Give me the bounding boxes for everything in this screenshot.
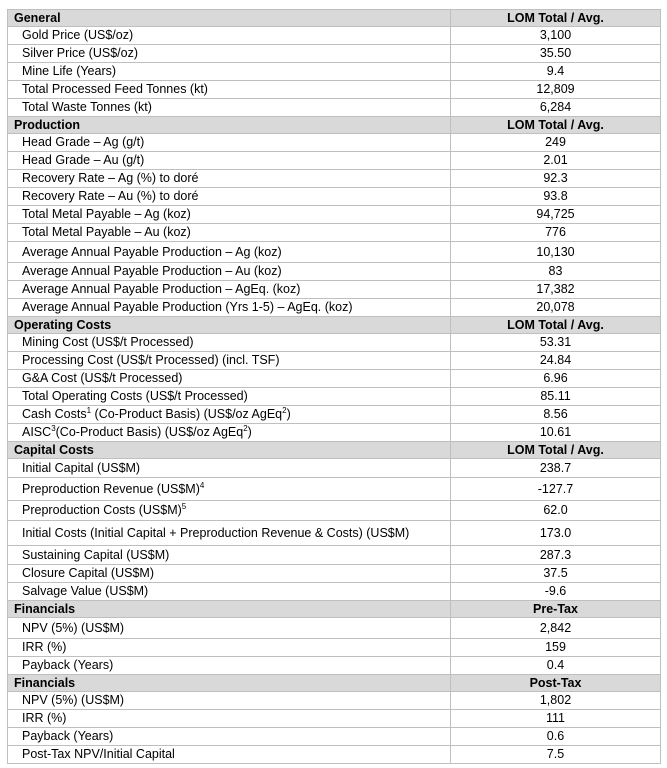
metric-label-text: Mine Life (Years)	[22, 64, 117, 79]
metric-label-text: Processing Cost (US$/t Processed) (incl. TSF)	[22, 353, 280, 368]
metric-label	[8, 224, 451, 242]
section-header-row	[8, 10, 661, 27]
table-row	[8, 546, 661, 565]
table-row	[8, 710, 661, 728]
metric-label-text: Average Annual Payable Production – AgEq. (koz)	[22, 282, 301, 297]
metric-value: 20,078	[451, 299, 661, 317]
metric-label-text: Mining Cost (US$/t Processed)	[22, 335, 194, 350]
metric-label-text: Total Operating Costs (US$/t Processed)	[22, 389, 248, 404]
table-row	[8, 406, 661, 424]
metric-value: 7.5	[451, 746, 661, 764]
metric-label	[8, 728, 451, 746]
metric-label	[8, 406, 451, 424]
metric-value: 35.50	[451, 45, 661, 63]
metric-label-text: Recovery Rate – Ag (%) to doré	[22, 171, 199, 186]
table-row	[8, 583, 661, 601]
metric-label	[8, 170, 451, 188]
table-row	[8, 657, 661, 675]
metric-value: 9.4	[451, 63, 661, 81]
metric-value: 93.8	[451, 188, 661, 206]
metric-label	[8, 299, 451, 317]
section-title: Financials	[8, 601, 451, 618]
section-title: General	[8, 10, 451, 27]
metric-label	[8, 27, 451, 45]
metric-label	[8, 334, 451, 352]
metric-label-text: NPV (5%) (US$M)	[22, 693, 125, 708]
section-column-header: Post-Tax	[451, 675, 661, 692]
metric-value: 1,802	[451, 692, 661, 710]
metric-value: 776	[451, 224, 661, 242]
metric-label-text: Cash Costs	[22, 407, 87, 422]
metric-value: 53.31	[451, 334, 661, 352]
table-row	[8, 388, 661, 406]
footnote-marker: 2	[243, 424, 248, 434]
table-row	[8, 521, 661, 546]
table-row	[8, 639, 661, 657]
metric-value: -127.7	[451, 478, 661, 501]
table-row	[8, 618, 661, 639]
section-header-row	[8, 317, 661, 334]
metric-label-text: Average Annual Payable Production – Au (koz)	[22, 264, 282, 279]
metric-value: 287.3	[451, 546, 661, 565]
table-row	[8, 281, 661, 299]
metric-value: 0.4	[451, 657, 661, 675]
metric-label	[8, 370, 451, 388]
metric-label	[8, 424, 451, 442]
metric-label-text: NPV (5%) (US$M)	[22, 620, 125, 635]
metric-value: 37.5	[451, 565, 661, 583]
metric-value: 92.3	[451, 170, 661, 188]
metric-label	[8, 478, 451, 501]
table-row	[8, 299, 661, 317]
metric-label-text: Average Annual Payable Production – Ag (koz)	[22, 244, 282, 259]
metric-label	[8, 618, 451, 639]
table-row	[8, 45, 661, 63]
table-row	[8, 242, 661, 263]
metric-value: 6,284	[451, 99, 661, 117]
metric-label	[8, 657, 451, 675]
metric-value: 159	[451, 639, 661, 657]
metric-label	[8, 45, 451, 63]
table-row	[8, 478, 661, 501]
metric-label-text: Total Metal Payable – Ag (koz)	[22, 207, 191, 222]
table-row	[8, 81, 661, 99]
table-row	[8, 99, 661, 117]
metric-label	[8, 63, 451, 81]
metric-label-text: Total Processed Feed Tonnes (kt)	[22, 82, 208, 97]
section-title: Operating Costs	[8, 317, 451, 334]
metric-label-text: Sustaining Capital (US$M)	[22, 547, 170, 562]
metric-value: 0.6	[451, 728, 661, 746]
metric-label-text-cont: (Co-Product Basis) (US$/oz AgEq	[91, 407, 283, 422]
metric-label-text: AISC	[22, 425, 52, 440]
metric-label-text: Total Waste Tonnes (kt)	[22, 100, 152, 115]
table-row	[8, 134, 661, 152]
section-header-row	[8, 117, 661, 134]
section-column-header: LOM Total / Avg.	[451, 317, 661, 334]
section-title: Production	[8, 117, 451, 134]
summary-table-body	[8, 10, 661, 764]
metric-label-text-end: )	[247, 425, 252, 440]
table-row	[8, 63, 661, 81]
table-row	[8, 692, 661, 710]
footnote-marker: 5	[181, 502, 187, 512]
metric-value: 10.61	[451, 424, 661, 442]
metric-label	[8, 565, 451, 583]
metric-label-text: Silver Price (US$/oz)	[22, 46, 138, 61]
metric-label	[8, 521, 451, 546]
metric-label	[8, 152, 451, 170]
metric-label-text: Total Metal Payable – Au (koz)	[22, 225, 191, 240]
metric-value: 8.56	[451, 406, 661, 424]
section-column-header: Pre-Tax	[451, 601, 661, 618]
table-row	[8, 224, 661, 242]
metric-value: -9.6	[451, 583, 661, 601]
metric-label-text: Recovery Rate – Au (%) to doré	[22, 189, 199, 204]
metric-value: 24.84	[451, 352, 661, 370]
table-row	[8, 152, 661, 170]
metric-label-text: Closure Capital (US$M)	[22, 566, 154, 581]
table-row	[8, 424, 661, 442]
metric-label	[8, 188, 451, 206]
section-column-header: LOM Total / Avg.	[451, 117, 661, 134]
footnote-marker: 3	[51, 424, 56, 434]
metric-value: 83	[451, 263, 661, 281]
metric-label	[8, 81, 451, 99]
metric-value: 249	[451, 134, 661, 152]
section-title: Capital Costs	[8, 442, 451, 459]
table-row	[8, 728, 661, 746]
metric-value: 12,809	[451, 81, 661, 99]
table-row	[8, 188, 661, 206]
metric-label-text: G&A Cost (US$/t Processed)	[22, 371, 183, 386]
table-row	[8, 170, 661, 188]
section-column-header: LOM Total / Avg.	[451, 10, 661, 27]
table-row	[8, 27, 661, 45]
metric-label-text: Gold Price (US$/oz)	[22, 28, 134, 43]
metric-label	[8, 746, 451, 764]
metric-label	[8, 352, 451, 370]
metric-value: 238.7	[451, 459, 661, 478]
section-header-row	[8, 442, 661, 459]
metric-label-text: Head Grade – Au (g/t)	[22, 153, 145, 168]
table-row	[8, 263, 661, 281]
table-row	[8, 352, 661, 370]
metric-label	[8, 692, 451, 710]
metric-label	[8, 263, 451, 281]
metric-label-text: Head Grade – Ag (g/t)	[22, 135, 145, 150]
metric-value: 3,100	[451, 27, 661, 45]
metric-label	[8, 546, 451, 565]
metric-label	[8, 639, 451, 657]
footnote-marker: 4	[199, 480, 205, 490]
metric-label	[8, 459, 451, 478]
table-row	[8, 501, 661, 521]
metric-label-text: Post-Tax NPV/Initial Capital	[22, 747, 175, 762]
metric-value: 17,382	[451, 281, 661, 299]
metric-value: 85.11	[451, 388, 661, 406]
metric-label-text-end: )	[286, 407, 291, 422]
metric-value: 6.96	[451, 370, 661, 388]
section-title: Financials	[8, 675, 451, 692]
metric-label	[8, 388, 451, 406]
metric-value: 2,842	[451, 618, 661, 639]
metric-label	[8, 99, 451, 117]
metric-label-text: Preproduction Costs (US$M)	[22, 503, 182, 518]
table-row	[8, 334, 661, 352]
metric-label	[8, 242, 451, 263]
table-row	[8, 746, 661, 764]
metric-label-text: Preproduction Revenue (US$M)	[22, 481, 200, 496]
metric-value: 111	[451, 710, 661, 728]
metric-label-text: Initial Costs (Initial Capital + Preproduction Revenue & Costs) (US$M)	[22, 525, 410, 540]
footnote-marker: 1	[86, 406, 92, 416]
footnote-marker: 2	[282, 406, 287, 416]
metric-label	[8, 206, 451, 224]
metric-label	[8, 134, 451, 152]
table-row	[8, 206, 661, 224]
metric-value: 62.0	[451, 501, 661, 521]
metric-label-text: IRR (%)	[22, 711, 67, 726]
section-column-header: LOM Total / Avg.	[451, 442, 661, 459]
metric-value: 2.01	[451, 152, 661, 170]
table-row	[8, 565, 661, 583]
metric-label-text: Initial Capital (US$M)	[22, 460, 141, 475]
metric-label-text: IRR (%)	[22, 640, 67, 655]
metric-value: 173.0	[451, 521, 661, 546]
table-row	[8, 370, 661, 388]
metric-label-text: Payback (Years)	[22, 729, 114, 744]
metric-label	[8, 281, 451, 299]
section-header-row	[8, 601, 661, 618]
metric-label	[8, 501, 451, 521]
summary-table	[7, 9, 661, 764]
metric-value: 10,130	[451, 242, 661, 263]
metric-label	[8, 710, 451, 728]
metric-label	[8, 583, 451, 601]
metric-label-text: Average Annual Payable Production (Yrs 1-5) – AgEq. (koz)	[22, 300, 353, 315]
metric-label-text: Salvage Value (US$M)	[22, 584, 149, 599]
section-header-row	[8, 675, 661, 692]
metric-value: 94,725	[451, 206, 661, 224]
table-row	[8, 459, 661, 478]
metric-label-text-cont: (Co-Product Basis) (US$/oz AgEq	[55, 425, 244, 440]
metric-label-text: Payback (Years)	[22, 658, 114, 673]
